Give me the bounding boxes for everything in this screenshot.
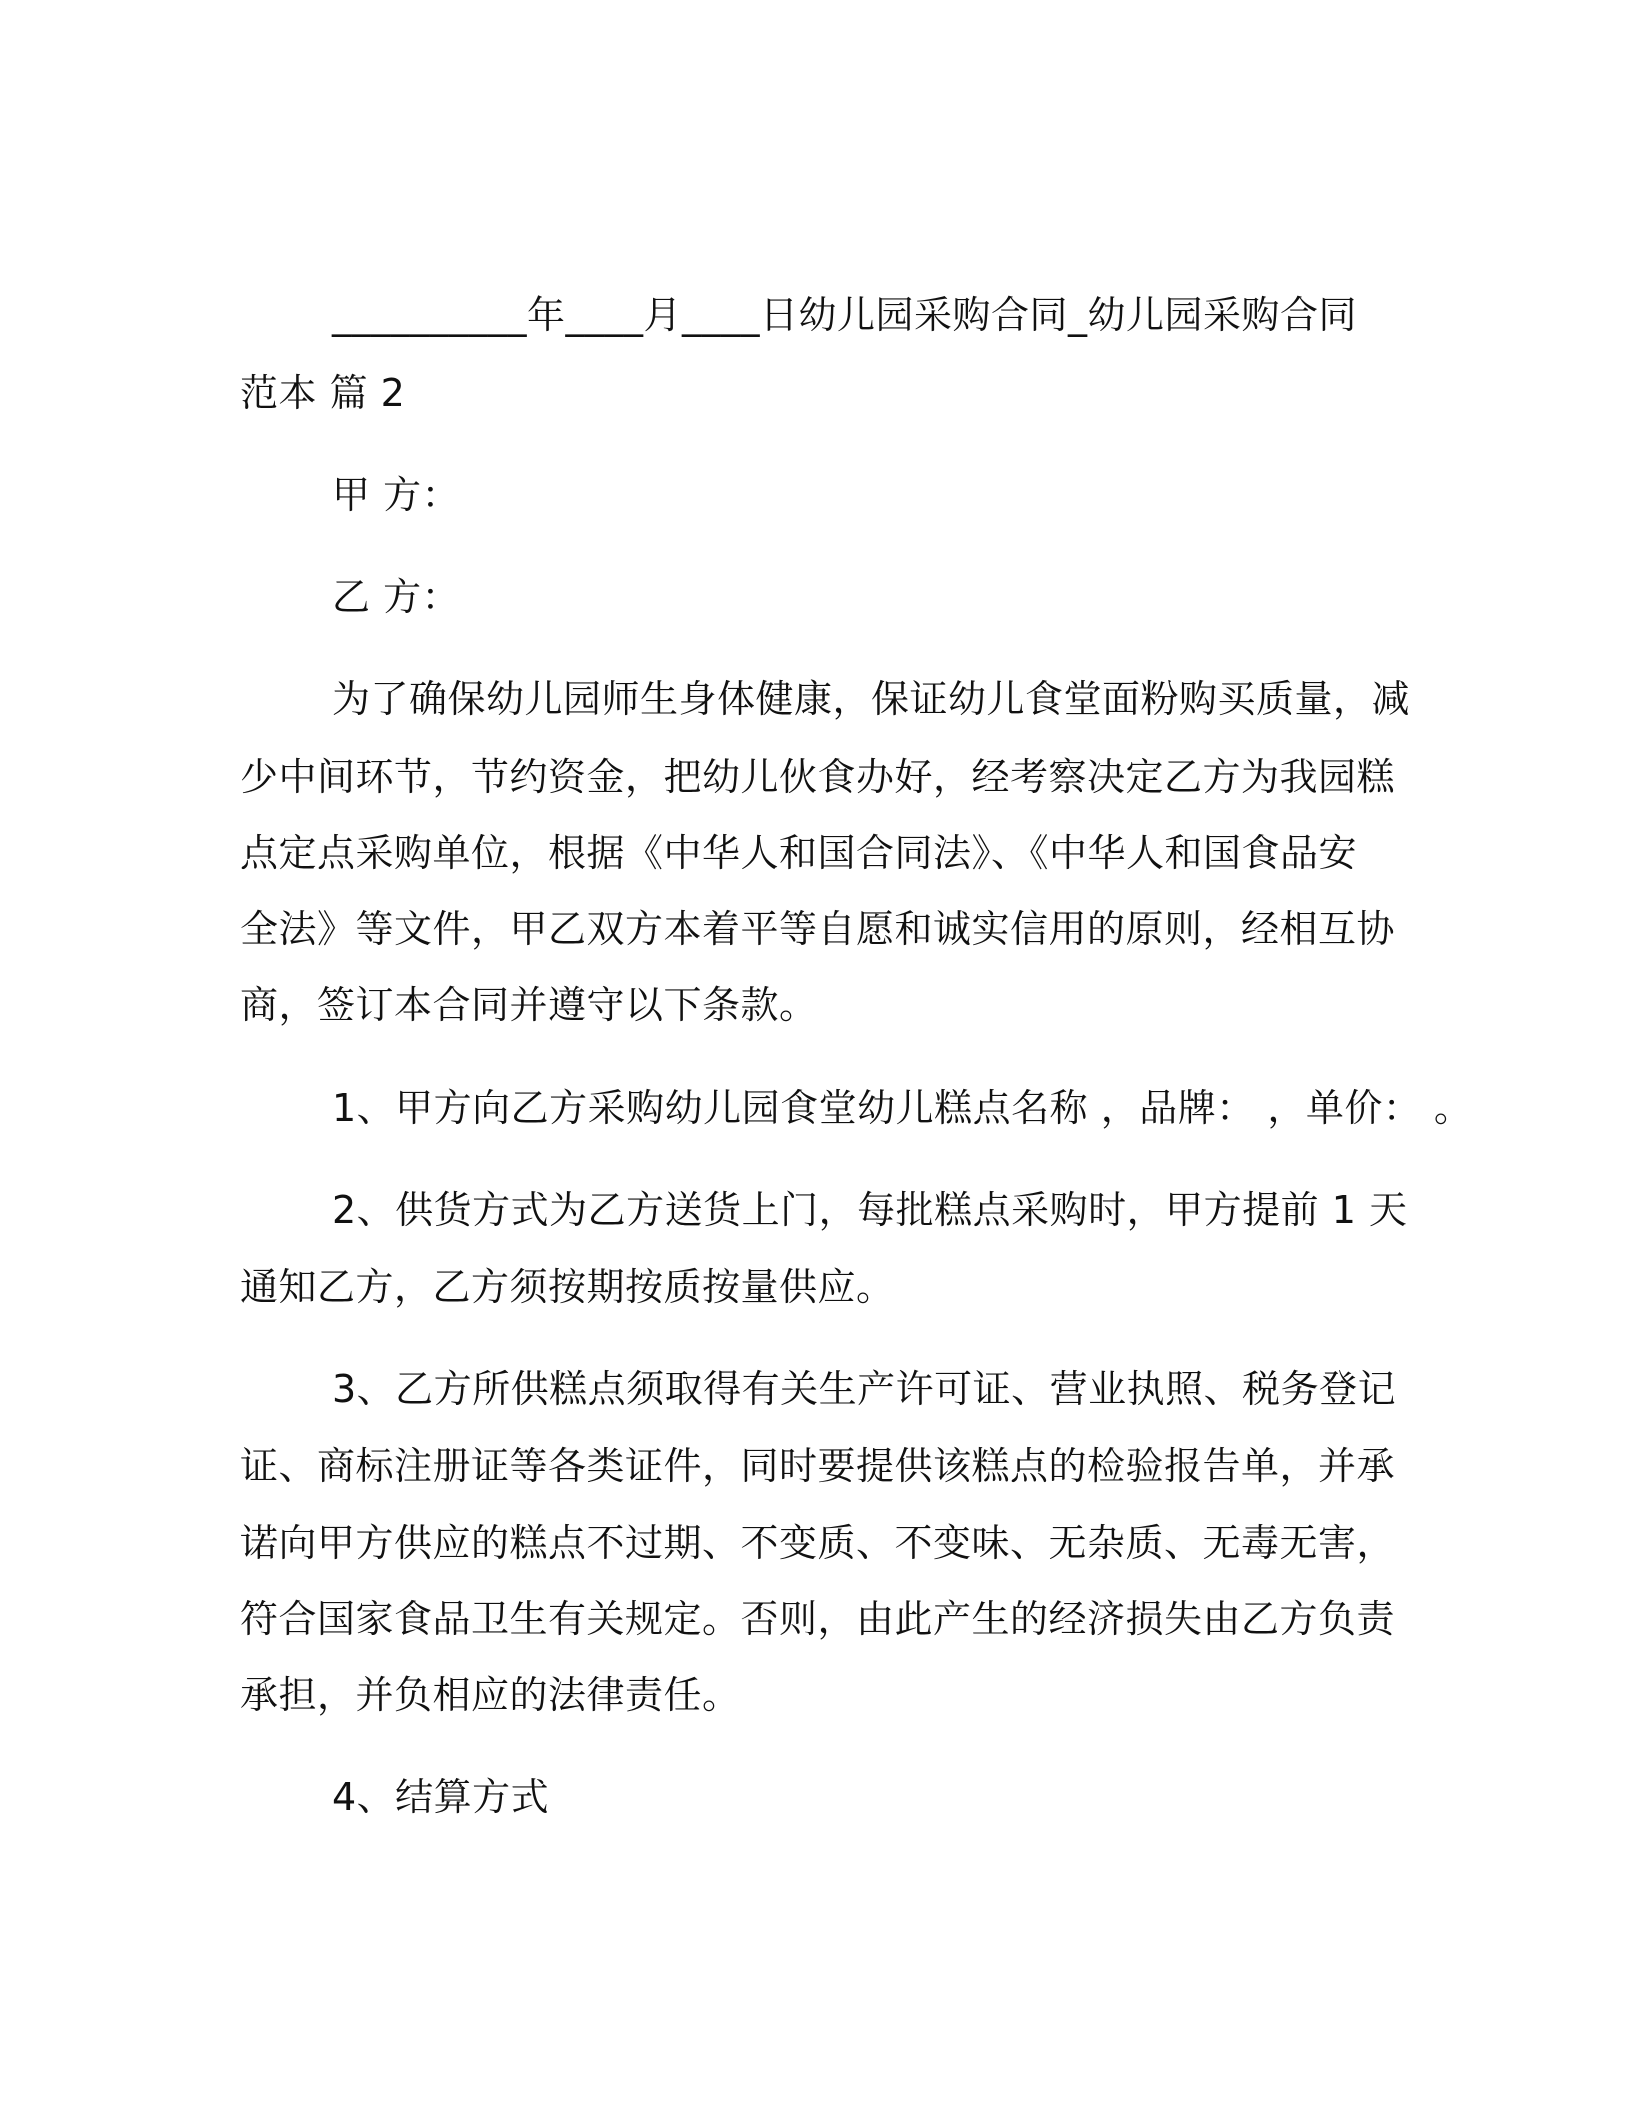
clause-2-line-1: 2、供货方式为乙方送货上门，每批糕点采购时，甲方提前 1 天: [332, 1188, 1408, 1232]
clause-3-line-1: 3、乙方所供糕点须取得有关生产许可证、营业执照、税务登记: [332, 1367, 1397, 1411]
document-title-line-1: __________年____月____日幼儿园采购合同_幼儿园采购合同: [332, 293, 1358, 337]
intro-line-4: 全法》等文件，甲乙双方本着平等自愿和诚实信用的原则，经相互协: [240, 907, 1396, 951]
clause-3-line-2: 证、商标注册证等各类证件，同时要提供该糕点的检验报告单，并承: [240, 1444, 1396, 1488]
clause-3-line-4: 符合国家食品卫生有关规定。否则，由此产生的经济损失由乙方负责: [240, 1597, 1396, 1641]
party-a-label: 甲 方：: [332, 473, 461, 517]
clause-3-line-5: 承担，并负相应的法律责任。: [240, 1673, 741, 1717]
clause-1: 1、甲方向乙方采购幼儿园食堂幼儿糕点名称 ，品牌： ，单价： 。: [332, 1086, 1473, 1130]
intro-line-2: 少中间环节，节约资金，把幼儿伙食办好，经考察决定乙方为我园糕: [240, 755, 1396, 799]
clause-3-line-3: 诺向甲方供应的糕点不过期、不变质、不变味、无杂质、无毒无害，: [240, 1521, 1396, 1565]
intro-line-5: 商，签订本合同并遵守以下条款。: [240, 983, 818, 1027]
party-b-label: 乙 方：: [332, 575, 461, 619]
intro-line-1: 为了确保幼儿园师生身体健康，保证幼儿食堂面粉购买质量，减: [332, 677, 1411, 721]
document-title-line-2: 范本 篇 2: [240, 371, 406, 415]
intro-line-3: 点定点采购单位，根据《中华人和国合同法》、《中华人和国食品安: [240, 831, 1358, 875]
clause-4: 4、结算方式: [332, 1775, 550, 1819]
clause-2-line-2: 通知乙方，乙方须按期按质按量供应。: [240, 1265, 895, 1309]
